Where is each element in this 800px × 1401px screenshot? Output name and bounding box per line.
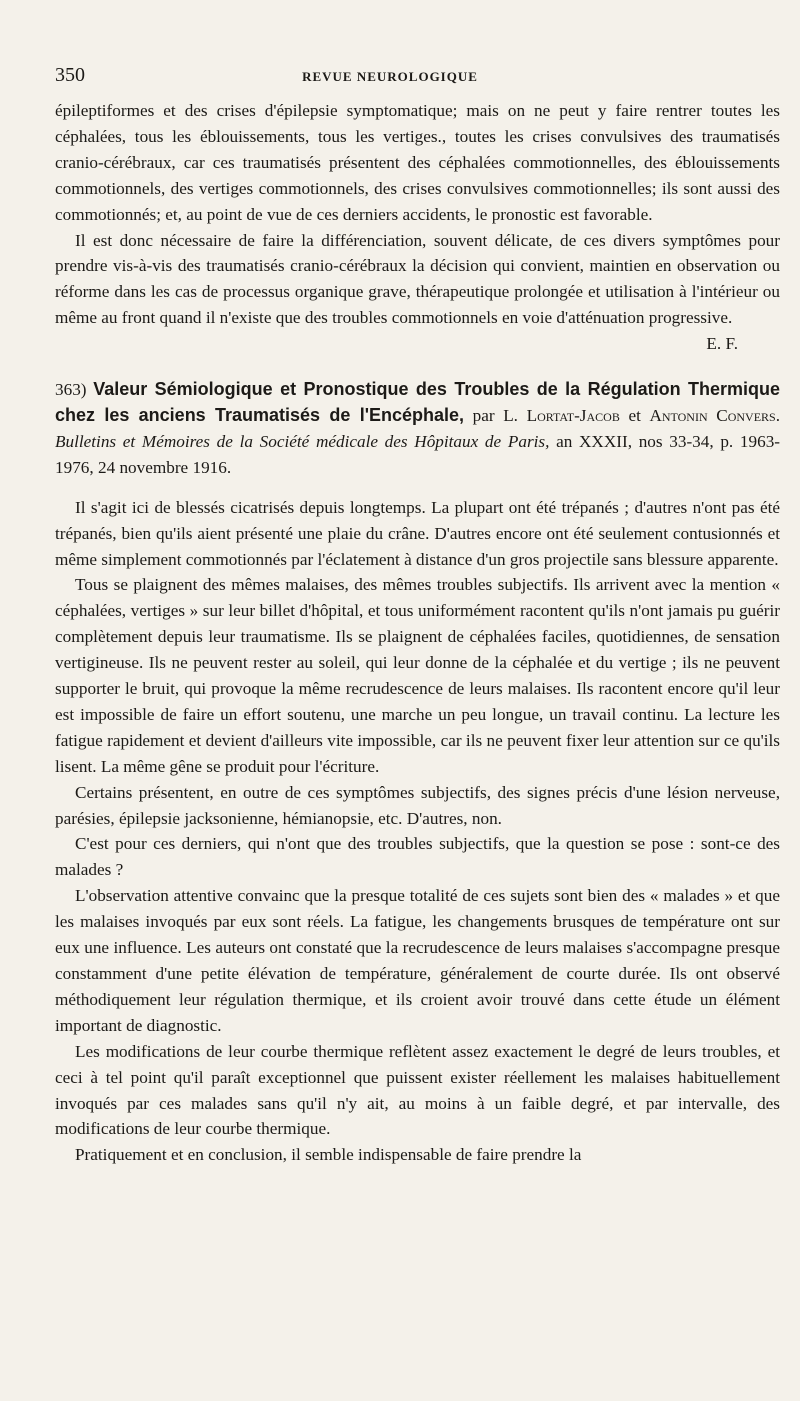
article-paragraph-1: Il s'agit ici de blessés cicatrisés depuis longtemps. La plupart ont été trépanés ; d'autres n'ont pas été trépanés, bien qu'ils aient présenté une plaie du crâne. D'autres encore ont été seulement contusionnés et même simplement commotionnés par l'éclatement à distance d'un gros projectile sans blessure apparente. — [55, 497, 780, 569]
article-journal: Bulletins et Mémoires de la Société médicale des Hôpitaux de Paris, — [55, 431, 550, 451]
article-author-1: L. Lortat-Jacob — [503, 405, 620, 425]
article-by: par — [472, 405, 495, 425]
running-title: REVUE NEUROLOGIQUE — [302, 69, 478, 84]
page-body — [55, 98, 780, 1168]
article-heading — [55, 377, 780, 481]
article-citation: an XXXII, nos 33-34, p. 1963-1976, 24 novembre 1916. — [55, 431, 781, 477]
heading-separator — [55, 481, 780, 495]
article-paragraph-5: L'observation attentive convainc que la presque totalité de ces sujets sont bien des « malades » et que les malaises invoqués par eux sont réels. La fatigue, les changements brusques de température ont sur eux une influence. Les auteurs ont constaté que la recrudescence de leurs malaises s'accompagne presque constamment d'une petite élévation de température, généralement de courte durée. Ils ont observé méthodiquement leur régulation thermique, et ils croient avoir trouvé dans cette étude un élément important de diagnostic. — [55, 886, 780, 1035]
previous-article-paragraph-2: Il est donc nécessaire de faire la différenciation, souvent délicate, de ces divers symptômes pour prendre vis-à-vis des traumatisés cranio-cérébraux la décision qui convient, maintien en observation ou réforme dans les cas de processus organique grave, thérapeutique prolongée et utilisation à l'intérieur ou même au front quand il n'existe que des troubles commotionnels en voie d'atténuation progressive. — [55, 230, 780, 328]
section-separator — [55, 357, 780, 377]
previous-article-paragraph-1: épileptiformes et des crises d'épilepsie symptomatique; mais on ne peut y faire rentrer toutes les céphalées, tous les éblouissements, tous les vertiges., toutes les crises convulsives des traumatisés cranio-cérébraux, car ces traumatisés présentent des céphalées commotionnelles, des éblouissements commotionnels, des vertiges commotionnels, des crises convulsives commotionnelles; ils sont aussi des commotionnés; et, au point de vue de ces derniers accidents, le pronostic est favorable. — [55, 101, 780, 224]
article-number: 363) — [55, 380, 87, 400]
article-title: Valeur Sémiologique et Pronostique des Troubles de la Régulation Thermique chez les anciens Traumatisés de l'Encéphale, — [55, 379, 780, 425]
article-paragraph-7: Pratiquement et en conclusion, il semble indispensable de faire prendre la — [75, 1145, 582, 1165]
article-conjunction: et — [628, 405, 641, 425]
previous-article-author-initials: E. F. — [706, 334, 738, 354]
article-author-2: Antonin Convers. — [649, 405, 781, 425]
article-paragraph-4: C'est pour ces derniers, qui n'ont que des troubles subjectifs, que la question se pose : sont-ce des malades ? — [55, 834, 780, 880]
page-header — [55, 64, 725, 88]
article-paragraph-2: Tous se plaignent des mêmes malaises, des mêmes troubles subjectifs. Ils arrivent avec la mention « céphalées, vertiges » sur leur billet d'hôpital, et tous uniformément racontent qu'ils n'ont jamais pu guérir complètement depuis leur traumatisme. Ils se plaignent de céphalées faciles, quotidiennes, de sensation vertigineuse. Ils ne peuvent rester au soleil, qui leur donne de la céphalée et du vertige ; ils ne peuvent supporter le bruit, qui provoque la même recrudescence de leurs malaises. Ils racontent encore qu'il leur est impossible de faire un effort soutenu, une marche un peu longue, un travail continu. La lecture les fatigue rapidement et devient d'ailleurs vite impossible, car ils ne peuvent fixer leur attention sur ce qu'ils lisent. La même gêne se produit pour l'écriture. — [55, 575, 780, 776]
article-paragraph-3: Certains présentent, en outre de ces symptômes subjectifs, des signes précis d'une lésion nerveuse, parésies, épilepsie jacksonienne, hémianopsie, etc. D'autres, non. — [55, 782, 780, 828]
article-paragraph-6: Les modifications de leur courbe thermique reflètent assez exactement le degré de leurs troubles, et ceci à tel point qu'il paraît exceptionnel que puissent exister réellement les malaises habituellement invoqués par ces malades sans qu'il n'y ait, au moins à un faible degré, et par intervalle, des modifications de leur courbe thermique. — [55, 1041, 780, 1139]
page-number: 350 — [55, 64, 85, 86]
